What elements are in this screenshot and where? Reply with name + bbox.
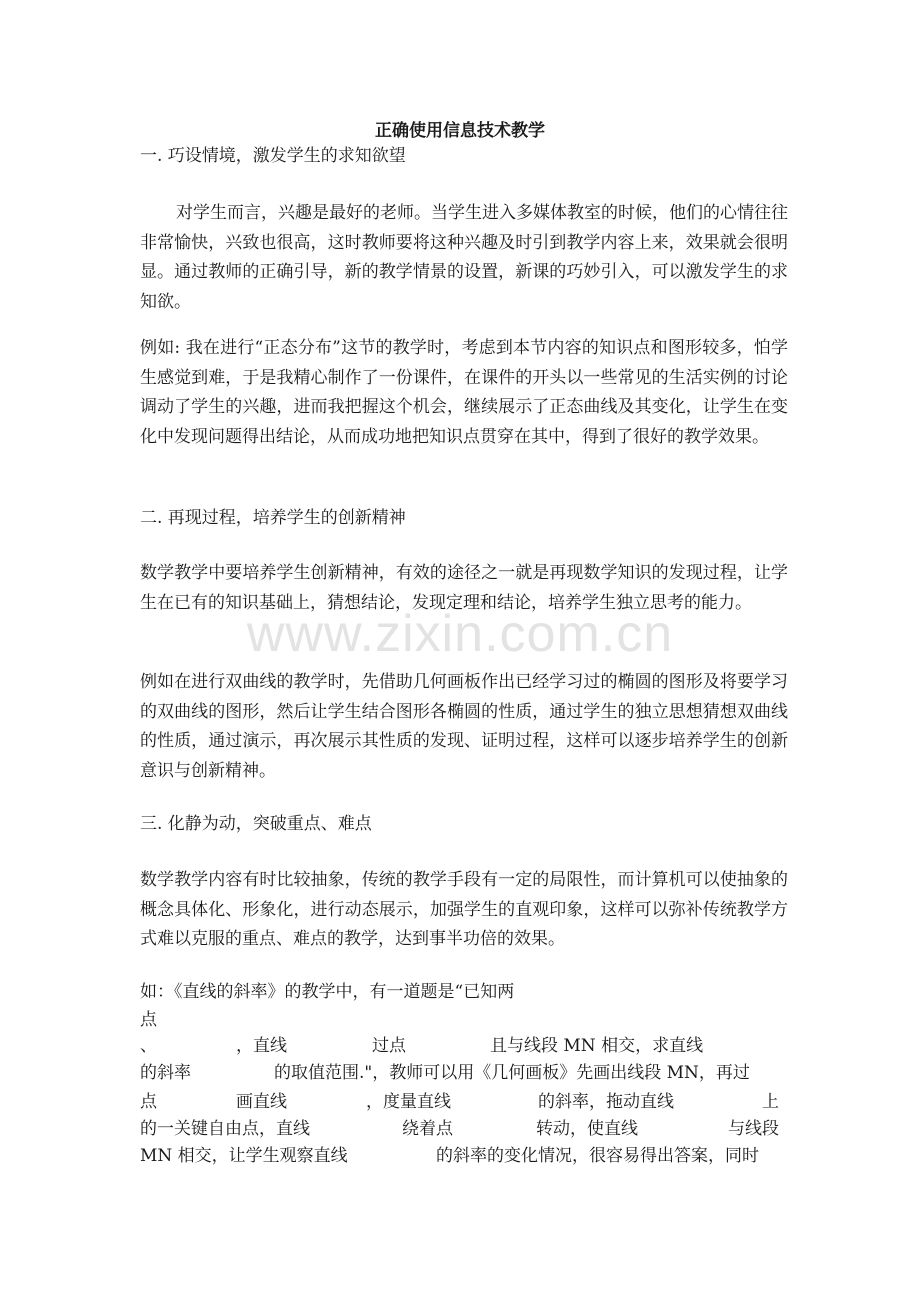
example-line-6-part-2: 绕着点 [402,1119,453,1139]
section2-paragraph-2: 例如在进行双曲线的教学时，先借助几何画板作出已经学习过的椭圆的图形及将要学习的双曲线的图形，然后让学生结合图形各椭圆的性质，通过学生的独立思想猜想双曲线的性质，通过演示，再次展示其性质的发现、证明过程，这样可以逐步培养学生的创新意识与创新精神。 [140,672,788,781]
section3-heading: 三. 化静为动，突破重点、难点 [140,814,372,834]
section1-paragraph-1: 对学生而言，兴趣是最好的老师。当学生进入多媒体教室的时候，他们的心情往往非常愉快，兴致也很高，这时教师要将这种兴趣及时引到教学内容上来，效果就会很明显。通过教师的正确引导，新的教学情景的设置，新课的巧妙引入，可以激发学生的求知欲。 [140,203,788,312]
section2-paragraph-1: 数学教学中要培养学生创新精神，有效的途径之一就是再现数学知识的发现过程，让学生在已有的知识基础上，猜想结论，发现定理和结论，培养学生独立思考的能力。 [140,563,788,613]
example-line-7-part-2: 的斜率的变化情况，很容易得出答案，同时 [436,1146,759,1166]
example-line-1: 如：《直线的斜率》的教学中，有一道题是“已知两 [140,982,515,1002]
example-line-7-part-1: MN 相交，让学生观察直线 [140,1146,348,1166]
example-line-4-part-2: 的取值范围."，教师可以用《几何画板》先画出线段 MN，再过 [274,1063,750,1083]
example-line-6-part-3: 转动，使直线 [536,1119,638,1139]
example-line-5-part-3: ，度量直线 [366,1092,451,1112]
example-line-3-part-2: ，直线 [236,1036,287,1056]
section1-paragraph-2: 例如: 我在进行“正态分布”这节的教学时，考虑到本节内容的知识点和图形较多，怕学生感觉到难，于是我精心制作了一份课件，在课件的开头以一些常见的生活实例的讨论调动了学生的兴趣，进而我把握这个机会，继续展示了正态曲线及其变化，让学生在变化中发现问题得出结论，从而成功地把知识点贯穿在其中，得到了很好的教学效果。 [140,338,788,447]
example-line-4-part-1: 的斜率 [140,1063,191,1083]
section2-heading: 二. 再现过程，培养学生的创新精神 [140,508,406,528]
example-line-2: 点 [140,1010,157,1030]
example-line-6-part-4: 与线段 [728,1119,779,1139]
example-line-6-part-1: 的一关键自由点，直线 [140,1119,310,1139]
section1-heading: 一. 巧设情境，激发学生的求知欲望 [140,146,406,166]
example-line-3-part-3: 过点 [372,1036,406,1056]
watermark: www.zixin.com.cn [246,605,674,663]
section3-paragraph-1: 数学教学内容有时比较抽象，传统的教学手段有一定的局限性，而计算机可以使抽象的概念具体化、形象化，进行动态展示，加强学生的直观印象，这样可以弥补传统教学方式难以克服的重点、难点的教学，达到事半功倍的效果。 [140,870,788,949]
example-line-5-part-4: 的斜率，拖动直线 [538,1092,674,1112]
example-line-5-part-5: 上 [762,1092,779,1112]
example-line-3-part-4: 且与线段 MN 相交，求直线 [490,1036,704,1056]
document-title: 正确使用信息技术教学 [375,121,545,141]
example-line-5-part-2: 画直线 [236,1092,287,1112]
example-line-5-part-1: 点 [140,1092,157,1112]
example-line-3-part-1: 、 [140,1036,157,1056]
